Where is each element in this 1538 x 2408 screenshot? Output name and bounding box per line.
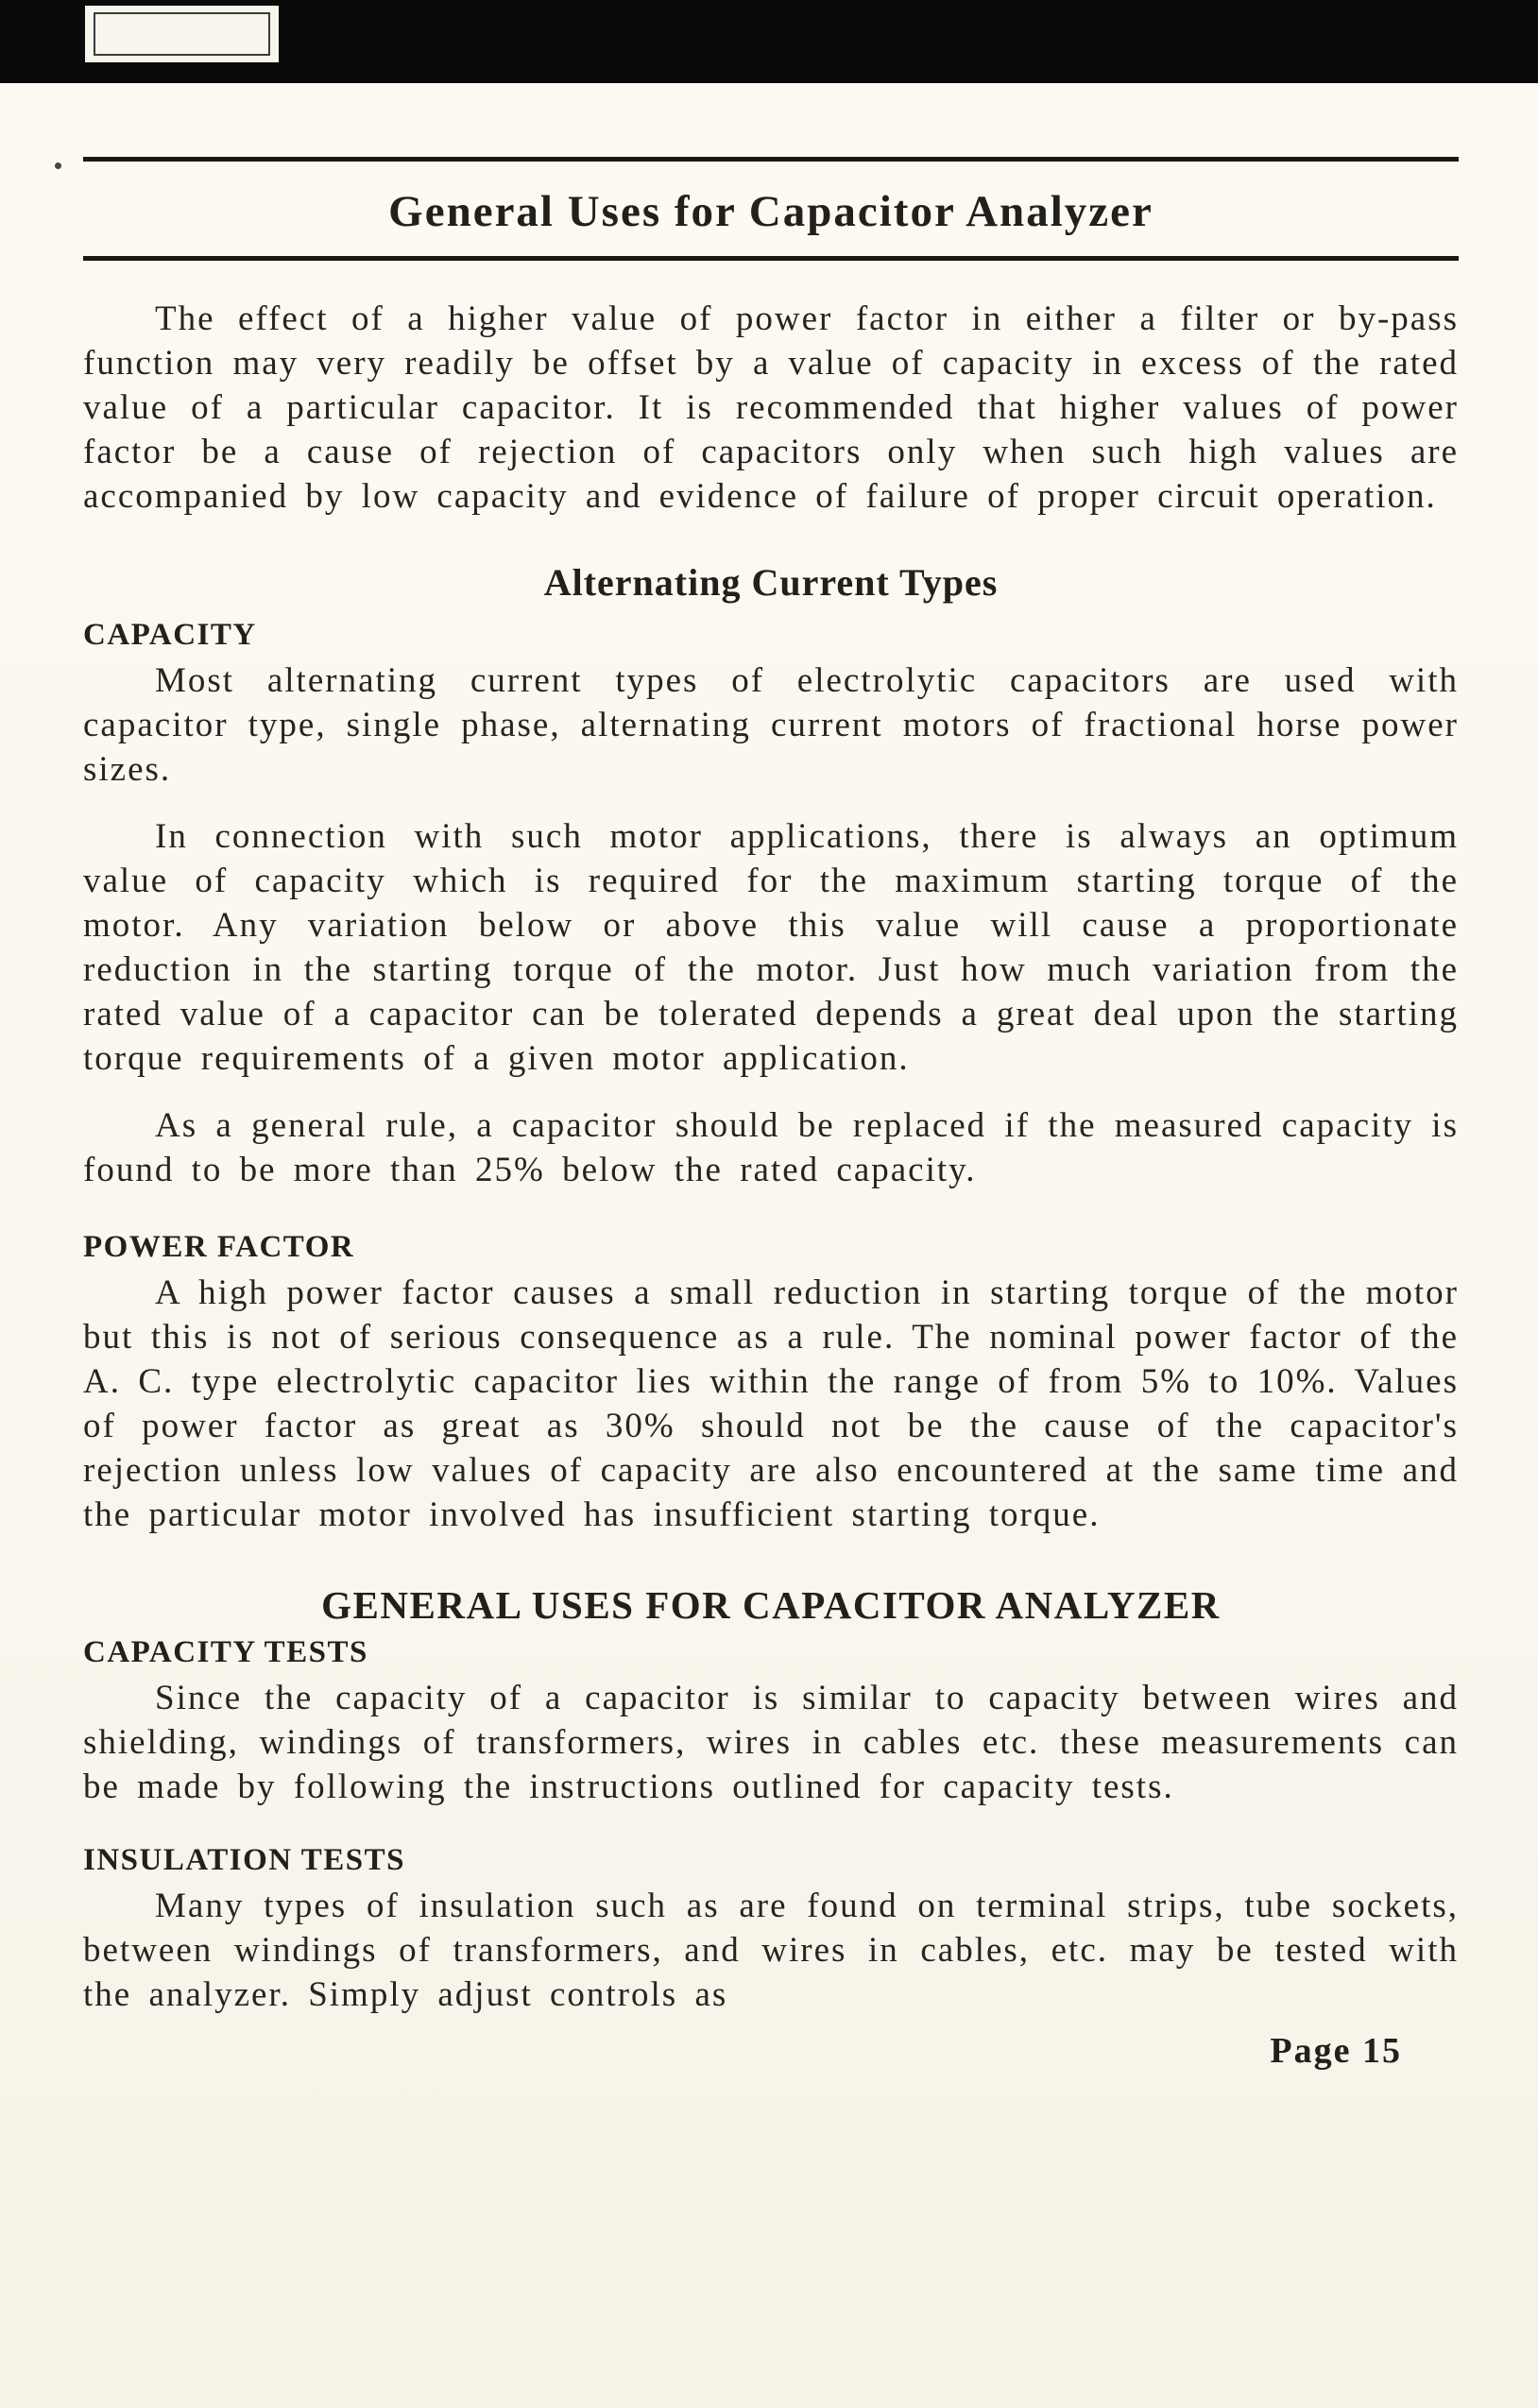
- section-heading-general-uses: GENERAL USES FOR CAPACITOR ANALYZER: [321, 1583, 1221, 1627]
- intro-paragraph: The effect of a higher value of power factor in either a filter or by-pass function may very readily be offset by a value of capacity in excess of the rated value of a particular capacitor. It is recommended that higher values of power factor be a cause of rejection of capacitors only when such high values are accompanied by low capacity and evidence of failure of proper circuit operation.: [83, 299, 1459, 516]
- subheading-capacity: CAPACITY: [83, 618, 257, 652]
- subheading-capacity-tests: CAPACITY TESTS: [83, 1635, 368, 1669]
- power-factor-paragraph: A high power factor causes a small reduction in starting torque of the motor but this is not of serious consequence as a rule. The nominal power factor of the A. C. type electrolytic capacitor lies within the range of from 5% to 10%. Values of power factor as great as 30% should not be the cause of the capacitor's rejection unless low values of capacity are also encountered at the same time and the particular motor involved has insufficient starting torque.: [83, 1273, 1459, 1534]
- insulation-tests-paragraph: Many types of insulation such as are found on terminal strips, tube sockets, between windings of transformers, and wires in cables, etc. may be tested with the analyzer. Simply adjust controls as: [83, 1887, 1459, 2014]
- subheading-power-factor: POWER FACTOR: [83, 1230, 355, 1264]
- capacity-paragraph-1: Most alternating current types of electrolytic capacitors are used with capacitor type, single phase, alternating current motors of fractional horse power sizes.: [83, 661, 1459, 789]
- page-number: Page 15: [1270, 2031, 1402, 2071]
- section-heading-alternating-current-types: Alternating Current Types: [543, 561, 999, 604]
- subheading-insulation-tests: INSULATION TESTS: [83, 1843, 405, 1877]
- capacity-paragraph-2: In connection with such motor applications, there is always an optimum value of capacity which is required for the maximum starting torque of the motor. Any variation below or above this value will cause a proportionate reduction in the starting torque of the motor. Just how much variation from the rated value of a capacitor can be tolerated depends a great deal upon the starting torque requirements of a given motor application.: [83, 817, 1459, 1078]
- capacity-tests-paragraph: Since the capacity of a capacitor is similar to capacity between wires and shielding, windings of transformers, wires in cables etc. these measurements can be made by following the instructions outlined for capacity tests.: [83, 1679, 1459, 1806]
- capacity-paragraph-3: As a general rule, a capacitor should be replaced if the measured capacity is found to be more than 25% below the rated capacity.: [83, 1106, 1459, 1189]
- page-header: [83, 157, 1459, 261]
- page-title: General Uses for Capacitor Analyzer: [388, 187, 1154, 236]
